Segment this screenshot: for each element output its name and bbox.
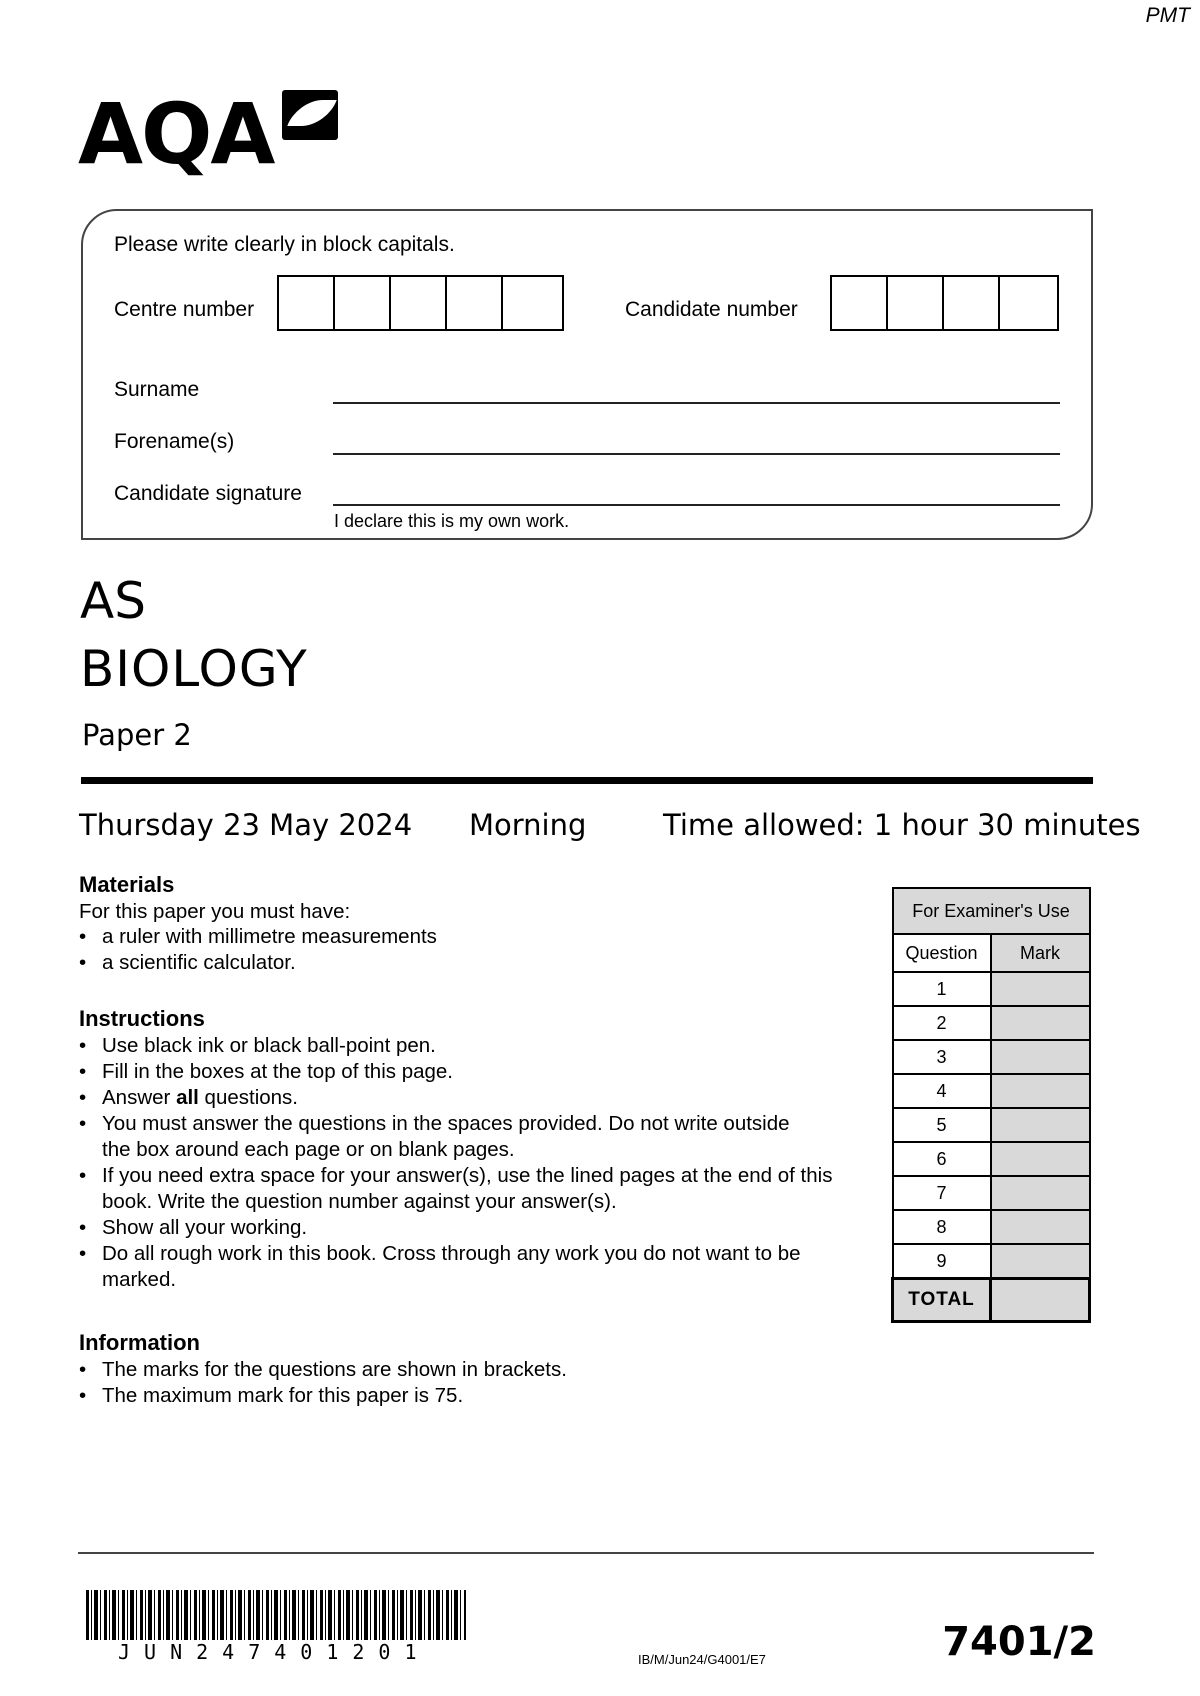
aqa-logo: [78, 86, 348, 186]
exam-session: Morning: [469, 808, 587, 842]
list-item: • The maximum mark for this paper is 75.: [79, 1383, 879, 1409]
question-number: 2: [893, 1006, 991, 1040]
examiners-use-title: For Examiner's Use: [893, 888, 1090, 934]
mark-cell: [991, 1176, 1090, 1210]
centre-number-digit-box[interactable]: [447, 277, 503, 329]
title-divider: [81, 777, 1093, 784]
mark-cell: [991, 1142, 1090, 1176]
question-number: 9: [893, 1244, 991, 1279]
exam-date: Thursday 23 May 2024: [79, 808, 413, 842]
list-item: • Do all rough work in this book. Cross through any work you do not want to be marked.: [79, 1241, 842, 1293]
surname-label: Surname: [114, 378, 200, 401]
materials-section: [79, 872, 879, 976]
instructions-section: [79, 1006, 879, 1293]
candidate-number-field[interactable]: [830, 275, 1059, 331]
list-item: • Use black ink or black ball-point pen.: [79, 1033, 879, 1059]
candidate-number-digit-box[interactable]: [1000, 277, 1056, 329]
candidate-number-digit-box[interactable]: [832, 277, 888, 329]
question-number: 7: [893, 1176, 991, 1210]
barcode-icon: [86, 1590, 466, 1640]
candidate-number-digit-box[interactable]: [944, 277, 1000, 329]
logo-text: AQA: [78, 85, 274, 183]
centre-number-digit-box[interactable]: [503, 277, 559, 329]
materials-list: [79, 924, 879, 976]
list-item: • Fill in the boxes at the top of this page.: [79, 1059, 879, 1085]
list-item: • You must answer the questions in the spaces provided. Do not write outside the box around each page or on blank pages.: [79, 1111, 802, 1163]
centre-number-digit-box[interactable]: [391, 277, 447, 329]
candidate-number-digit-box[interactable]: [888, 277, 944, 329]
aqa-leaf-icon: [282, 90, 338, 140]
question-column-header: Question: [893, 934, 991, 972]
mark-column-header: Mark: [991, 934, 1090, 972]
text: Answer: [102, 1086, 177, 1109]
signature-label: Candidate signature: [114, 482, 302, 505]
centre-number-digit-box[interactable]: [335, 277, 391, 329]
instructions-heading: Instructions: [79, 1006, 205, 1031]
emphasis: all: [176, 1086, 199, 1109]
question-number: 3: [893, 1040, 991, 1074]
centre-number-field[interactable]: [277, 275, 564, 331]
instructions-list: [79, 1033, 879, 1293]
information-section: [79, 1330, 879, 1409]
list-item: • a ruler with millimetre measurements: [79, 924, 879, 950]
centre-number-digit-box[interactable]: [279, 277, 335, 329]
candidate-number-label: Candidate number: [625, 298, 798, 321]
list-item: • The marks for the questions are shown in brackets.: [79, 1357, 879, 1383]
question-number: 4: [893, 1074, 991, 1108]
mark-cell: [991, 1108, 1090, 1142]
paper-code: 7401/2: [942, 1619, 1096, 1665]
materials-intro: For this paper you must have:: [79, 900, 351, 923]
list-item: • If you need extra space for your answer(s), use the lined pages at the end of this book. Write the question number against your answer(s).: [79, 1163, 882, 1215]
block-capitals-instruction: Please write clearly in block capitals.: [114, 233, 455, 256]
information-list: [79, 1357, 879, 1409]
surname-field[interactable]: [333, 402, 1060, 404]
mark-cell: [991, 1040, 1090, 1074]
paper-number: Paper 2: [82, 718, 192, 752]
information-heading: Information: [79, 1330, 200, 1355]
mark-cell: [991, 1210, 1090, 1244]
total-mark-cell: [991, 1279, 1090, 1322]
signature-field[interactable]: [333, 504, 1060, 506]
question-number: 5: [893, 1108, 991, 1142]
question-number: 6: [893, 1142, 991, 1176]
barcode-text: JUN247401201: [118, 1640, 431, 1664]
mark-cell: [991, 1244, 1090, 1279]
list-item: [79, 1085, 879, 1111]
list-item: • a scientific calculator.: [79, 950, 879, 976]
forenames-field[interactable]: [333, 453, 1060, 455]
qualification-level: AS: [80, 572, 146, 630]
corner-mark: PMT: [1145, 4, 1190, 27]
examiners-use-table: [891, 887, 1091, 1323]
total-label: TOTAL: [893, 1279, 991, 1322]
mark-cell: [991, 1006, 1090, 1040]
time-allowed: Time allowed: 1 hour 30 minutes: [663, 808, 1141, 842]
materials-heading: Materials: [79, 872, 175, 897]
subject-title: BIOLOGY: [80, 640, 308, 698]
footer-divider: [78, 1552, 1094, 1554]
document-reference: IB/M/Jun24/G4001/E7: [638, 1652, 766, 1667]
question-number: 1: [893, 972, 991, 1006]
mark-cell: [991, 972, 1090, 1006]
question-number: 8: [893, 1210, 991, 1244]
text: questions.: [198, 1086, 299, 1109]
centre-number-label: Centre number: [114, 298, 255, 321]
mark-cell: [991, 1074, 1090, 1108]
list-item: • Show all your working.: [79, 1215, 879, 1241]
declaration-text: I declare this is my own work.: [334, 511, 570, 531]
forenames-label: Forename(s): [114, 430, 235, 453]
